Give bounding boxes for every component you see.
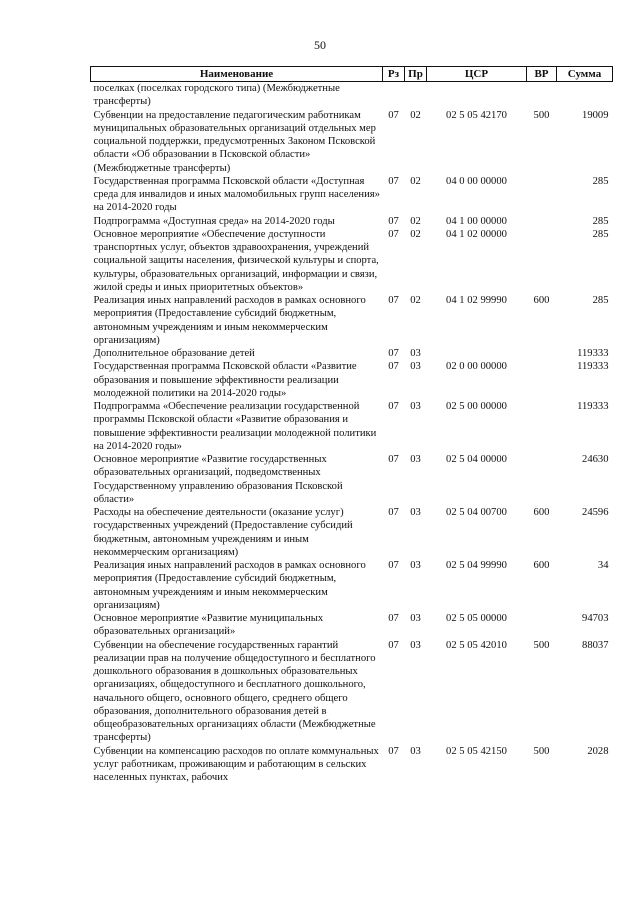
row-pr: 03	[410, 560, 421, 571]
table-row	[91, 639, 613, 745]
row-rz: 07	[388, 613, 399, 624]
row-sum: 285	[592, 295, 609, 306]
row-name: Дополнительное образование детей	[93, 348, 255, 359]
row-name: Подпрограмма «Доступная среда» на 2014-2020 годы	[93, 215, 335, 227]
row-rz: 07	[388, 507, 399, 518]
header-sum: Сумма	[557, 67, 613, 82]
header-csr: ЦСР	[427, 67, 527, 82]
table-row	[91, 82, 613, 109]
row-csr: 02 5 05 42150	[446, 745, 507, 757]
row-pr: 02	[410, 215, 421, 227]
row-sum: 119333	[577, 401, 609, 412]
table-row	[91, 228, 613, 294]
table-row	[91, 453, 613, 506]
row-pr: 02	[410, 228, 421, 240]
page-number: 50	[314, 38, 326, 52]
table-row	[91, 175, 613, 215]
row-pr: 03	[410, 507, 421, 518]
row-name: Основное мероприятие «Развитие государственных образовательных организаций, подведомственных Государственному управлению образования Псковской области»	[93, 454, 343, 505]
row-sum: 285	[592, 228, 609, 240]
row-name: Субвенции на обеспечение государственных гарантий реализации прав на получение общедоступного и бесплатного дошкольного образования в дошкольных образовательных организациях, общедоступного и бесплатного дошкольного, начального общего, основного общего, среднего общего образования, дополнительного образования детей в общеобразовательных организациях области (Межбюджетные трансферты)	[93, 639, 376, 744]
row-rz: 07	[388, 295, 399, 306]
table-row	[91, 109, 613, 175]
row-name: поселках (поселках городского типа) (Межбюджетные трансферты)	[93, 83, 340, 108]
row-vr	[527, 612, 557, 639]
row-rz: 07	[388, 560, 399, 571]
row-sum: 19009	[582, 109, 609, 121]
row-rz: 07	[388, 348, 399, 359]
table-row	[91, 745, 613, 785]
table-row	[91, 360, 613, 400]
row-pr	[405, 82, 427, 109]
row-vr	[527, 82, 557, 109]
row-sum: 285	[592, 215, 609, 227]
row-sum: 285	[592, 175, 609, 187]
row-sum: 2028	[587, 745, 609, 757]
row-name: Субвенции на предоставление педагогическим работникам муниципальных образовательных организаций отдельных мер социальной поддержки, предусмотренных Законом Псковской области «Об образовании в Псковской области» (Межбюджетные трансферты)	[93, 109, 376, 174]
row-csr: 02 5 04 00000	[446, 454, 507, 465]
row-vr	[527, 360, 557, 400]
row-vr	[527, 215, 557, 228]
row-sum: 34	[597, 560, 609, 571]
row-rz: 07	[388, 745, 399, 757]
row-name: Расходы на обеспечение деятельности (оказание услуг) государственных учреждений (Предоставление субсидий бюджетным, автономным учреждениям и иным некоммерческим организациям)	[93, 507, 353, 558]
row-sum: 94703	[582, 613, 609, 624]
table-row	[91, 506, 613, 559]
row-rz: 07	[388, 639, 399, 651]
header-rz: Рз	[383, 67, 405, 82]
row-name: Реализация иных направлений расходов в рамках основного мероприятия (Предоставление субсидий бюджетным, автономным учреждениям и иным некоммерческим организациям)	[93, 560, 366, 611]
row-vr: 600	[533, 295, 550, 306]
row-vr	[527, 347, 557, 360]
row-csr: 04 0 00 00000	[446, 175, 507, 187]
table-row	[91, 294, 613, 347]
row-pr: 03	[410, 348, 421, 359]
row-rz: 07	[388, 401, 399, 412]
row-rz: 07	[388, 215, 399, 227]
row-vr: 500	[533, 745, 550, 757]
row-csr: 04 1 00 00000	[446, 215, 507, 227]
row-pr: 03	[410, 613, 421, 624]
row-rz	[383, 82, 405, 109]
row-sum: 24596	[582, 507, 609, 518]
row-name: Государственная программа Псковской области «Доступная среда для инвалидов и иных маломобильных групп населения» на 2014-2020 годы	[93, 175, 380, 214]
row-vr	[527, 228, 557, 294]
table-row	[91, 559, 613, 612]
row-name: Подпрограмма «Обеспечение реализации государственной программы Псковской области «Развитие образования и повышение эффективности реализации молодежной политики на 2014-2020 годы»	[93, 401, 377, 452]
row-pr: 03	[410, 361, 421, 373]
row-pr: 02	[410, 295, 421, 306]
row-csr: 02 5 05 42010	[446, 639, 507, 651]
table-row	[91, 612, 613, 639]
row-pr: 03	[410, 639, 421, 651]
row-vr	[527, 453, 557, 506]
row-csr: 02 5 05 00000	[446, 613, 507, 624]
row-csr: 04 1 02 99990	[446, 295, 507, 306]
row-rz: 07	[388, 228, 399, 240]
budget-table	[90, 66, 613, 784]
row-rz: 07	[388, 454, 399, 465]
row-csr: 02 5 04 00700	[446, 507, 507, 518]
row-sum: 24630	[582, 454, 609, 465]
row-name: Реализация иных направлений расходов в рамках основного мероприятия (Предоставление субсидий бюджетным, автономным учреждениям и иным некоммерческим организациям)	[93, 295, 366, 346]
row-vr	[527, 400, 557, 453]
row-csr: 02 5 00 00000	[446, 401, 507, 412]
row-csr	[427, 347, 527, 360]
table-row	[91, 400, 613, 453]
row-csr: 02 0 00 00000	[446, 361, 507, 373]
row-vr: 500	[533, 109, 550, 121]
row-pr: 02	[410, 175, 421, 187]
row-sum: 119333	[577, 348, 609, 359]
row-name: Основное мероприятие «Развитие муниципальных образовательных организаций»	[93, 613, 324, 638]
row-vr	[527, 175, 557, 215]
row-vr: 500	[533, 639, 550, 651]
row-rz: 07	[388, 361, 399, 373]
row-pr: 03	[410, 454, 421, 465]
header-pr: Пр	[405, 67, 427, 82]
row-csr: 02 5 05 42170	[446, 109, 507, 121]
row-rz: 07	[388, 175, 399, 187]
table-header-row	[91, 67, 613, 82]
table-row	[91, 347, 613, 360]
row-csr: 02 5 04 99990	[446, 560, 507, 571]
row-pr: 02	[410, 109, 421, 121]
row-csr	[427, 82, 527, 109]
row-pr: 03	[410, 401, 421, 412]
row-sum: 88037	[582, 639, 609, 651]
header-vr: ВР	[527, 67, 557, 82]
row-name: Основное мероприятие «Обеспечение доступности транспортных услуг, объектов здравоохранения, учреждений социальной защиты населения, физической культуры и спорта, культуры, образовательных организаций, информации и связи, жилой среды и иных приоритетных объектов»	[93, 228, 379, 293]
row-rz: 07	[388, 109, 399, 121]
header-name: Наименование	[91, 67, 383, 82]
row-pr: 03	[410, 745, 421, 757]
row-name: Государственная программа Псковской области «Развитие образования и повышение эффективности реализации молодежной политики на 2014-2020 годы»	[93, 361, 357, 399]
row-sum	[557, 82, 613, 109]
row-name: Субвенции на компенсацию расходов по оплате коммунальных услуг работникам, проживающим и работающим в сельских населенных пунктах, рабочих	[93, 745, 379, 783]
row-csr: 04 1 02 00000	[446, 228, 507, 240]
row-sum: 119333	[577, 361, 609, 373]
row-vr: 600	[533, 507, 550, 518]
table-row	[91, 215, 613, 228]
row-vr: 600	[533, 560, 550, 571]
